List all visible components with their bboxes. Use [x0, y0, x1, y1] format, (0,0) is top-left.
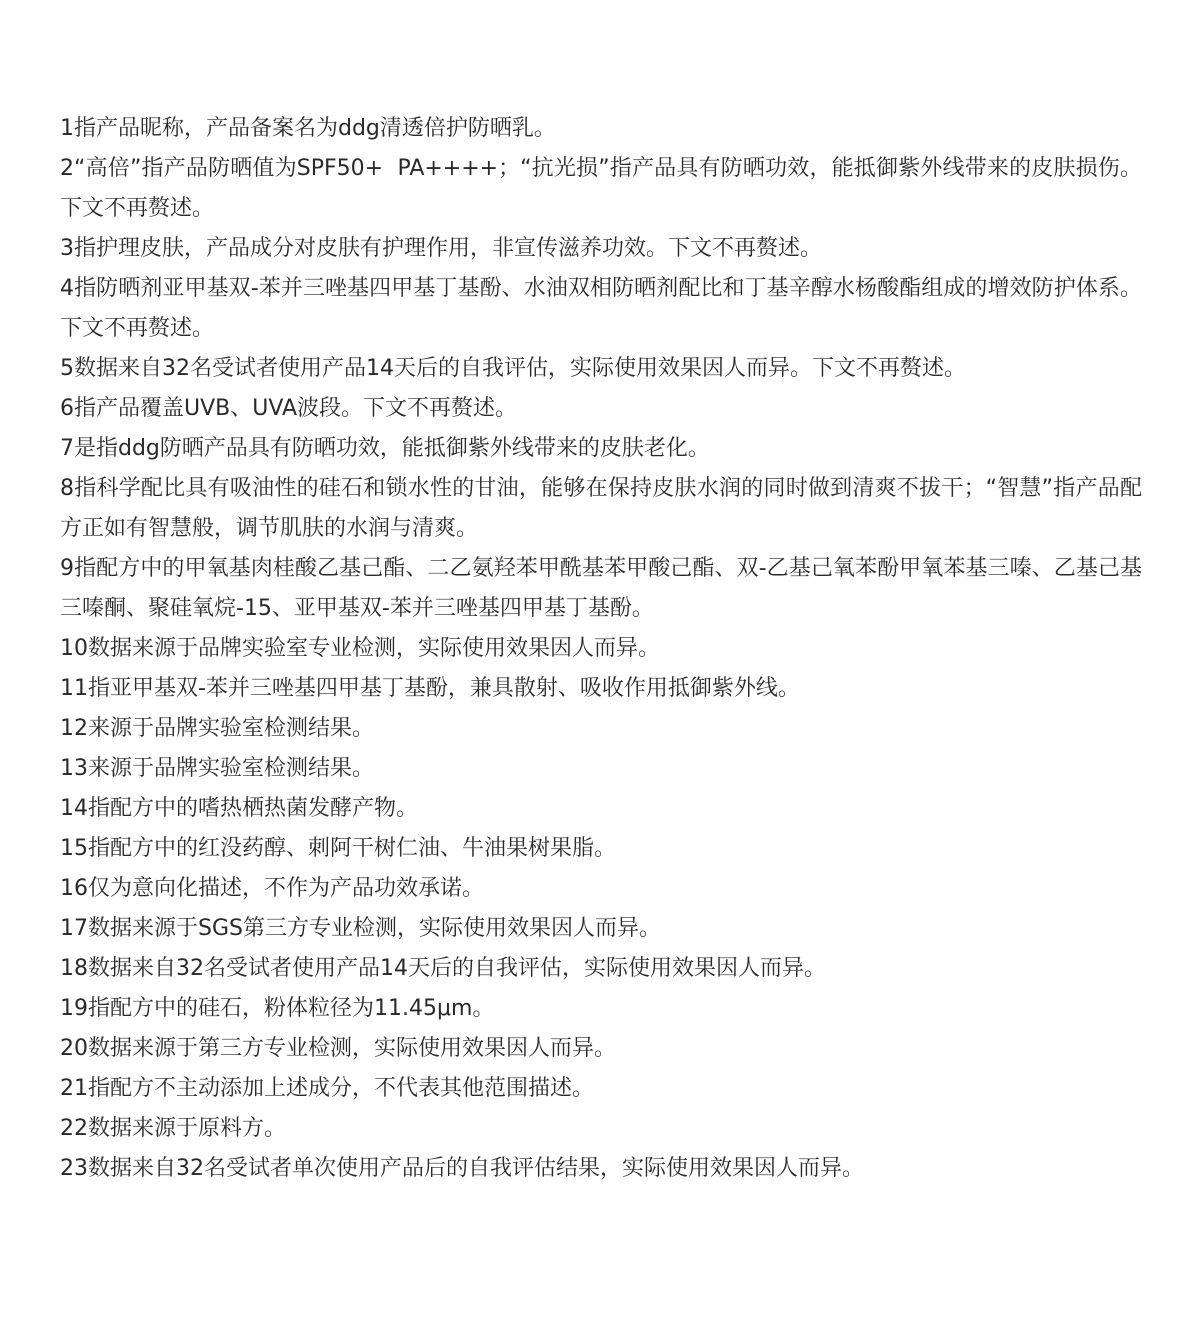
footnote-21: 21指配方不主动添加上述成分，不代表其他范围描述。	[60, 1076, 594, 1101]
footnote-1: 1指产品昵称，产品备案名为ddg清透倍护防晒乳。	[60, 116, 556, 141]
footnote-4: 4指防晒剂亚甲基双-苯并三唑基四甲基丁基酚、水油双相防晒剂配比和丁基辛醇水杨酸酯组成的增效防护体系。下文不再赘述。	[60, 276, 1142, 341]
footnote-19: 19指配方中的硅石，粉体粒径为11.45μm。	[60, 996, 495, 1021]
footnote-6: 6指产品覆盖UVB、UVA波段。下文不再赘述。	[60, 396, 518, 421]
footnote-17: 17数据来源于SGS第三方专业检测，实际使用效果因人而异。	[60, 916, 661, 941]
footnote-9: 9指配方中的甲氧基肉桂酸乙基己酯、二乙氨羟苯甲酰基苯甲酸己酯、双-乙基己氧苯酚甲氧苯基三嗪、乙基己基三嗪酮、聚硅氧烷-15、亚甲基双-苯并三唑基四甲基丁基酚。	[60, 556, 1142, 621]
footnote-15: 15指配方中的红没药醇、刺阿干树仁油、牛油果树果脂。	[60, 836, 616, 861]
footnote-13: 13来源于品牌实验室检测结果。	[60, 756, 374, 781]
footnote-8: 8指科学配比具有吸油性的硅石和锁水性的甘油，能够在保持皮肤水润的同时做到清爽不拔干；“智慧”指产品配方正如有智慧般，调节肌肤的水润与清爽。	[60, 476, 1142, 541]
footnote-23: 23数据来自32名受试者单次使用产品后的自我评估结果，实际使用效果因人而异。	[60, 1156, 864, 1181]
footnote-2: 2“高倍”指产品防晒值为SPF50+ PA++++；“抗光损”指产品具有防晒功效，能抵御紫外线带来的皮肤损伤。下文不再赘述。	[60, 156, 1142, 221]
footnote-5: 5数据来自32名受试者使用产品14天后的自我评估，实际使用效果因人而异。下文不再赘述。	[60, 356, 966, 381]
footnote-22: 22数据来源于原料方。	[60, 1116, 286, 1141]
footnote-20: 20数据来源于第三方专业检测，实际使用效果因人而异。	[60, 1036, 616, 1061]
footnote-16: 16仅为意向化描述，不作为产品功效承诺。	[60, 876, 484, 901]
footnote-14: 14指配方中的嗜热栖热菌发酵产物。	[60, 796, 418, 821]
footnote-3: 3指护理皮肤，产品成分对皮肤有护理作用，非宣传滋养功效。下文不再赘述。	[60, 236, 822, 261]
footnotes-list	[60, 109, 1142, 1189]
footnote-18: 18数据来自32名受试者使用产品14天后的自我评估，实际使用效果因人而异。	[60, 956, 826, 981]
footnote-11: 11指亚甲基双-苯并三唑基四甲基丁基酚，兼具散射、吸收作用抵御紫外线。	[60, 676, 800, 701]
footnote-12: 12来源于品牌实验室检测结果。	[60, 716, 374, 741]
footnote-7: 7是指ddg防晒产品具有防晒功效，能抵御紫外线带来的皮肤老化。	[60, 436, 710, 461]
footnote-10: 10数据来源于品牌实验室专业检测，实际使用效果因人而异。	[60, 636, 660, 661]
